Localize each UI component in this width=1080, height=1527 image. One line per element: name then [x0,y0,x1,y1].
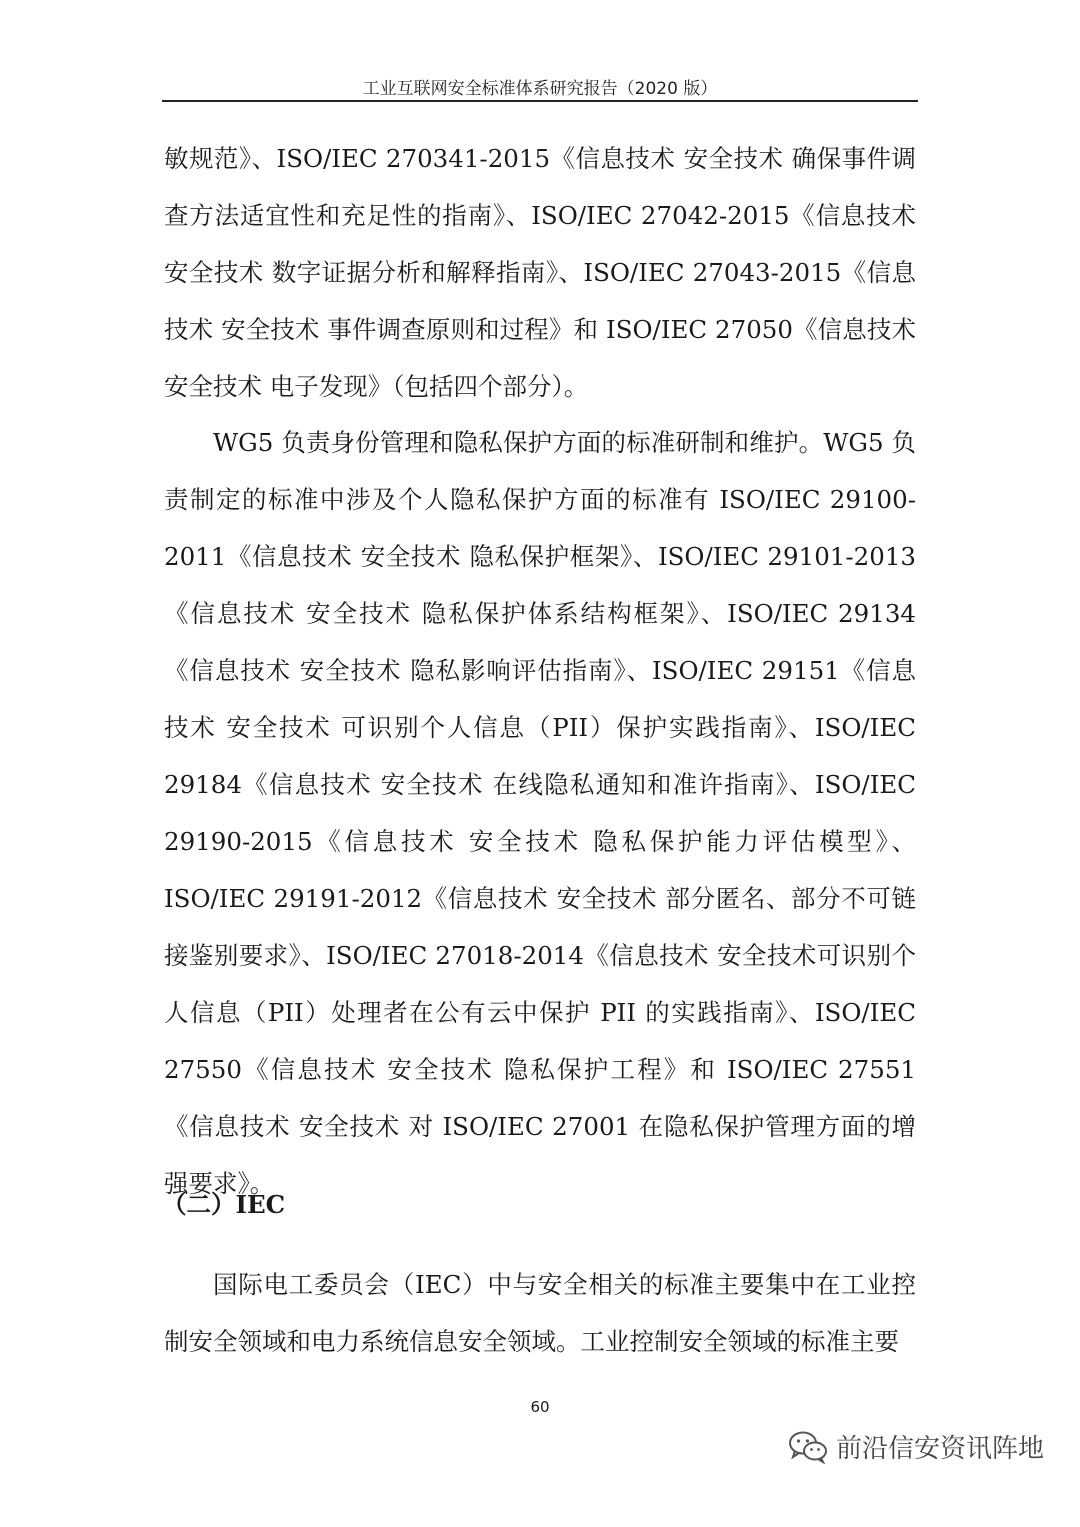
section-heading: （二）IEC [162,1190,286,1219]
watermark-text: 前沿信安资讯阵地 [835,1434,1044,1464]
running-header: 工业互联网安全标准体系研究报告（2020 版） [362,79,718,99]
paragraph-2: WG5 负责身份管理和隐私保护方面的标准研制和维护。WG5 负责制定的标准中涉及个人隐私保护方面的标准有 ISO/IEC 29100-2011《信息技术 安全技术 隐私保护框架》、ISO/IEC 29101-2013《信息技术 安全技术 隐私保护体系结构框架》、ISO/IEC 29134《信息技术 安全技术 隐私影响评估指南》、ISO/IEC 29151《信息技术 安全技术 可识别个人信息（PII）保护实践指南》、ISO/IEC 29184《信息技术 安全技术 在线隐私通知和准许指南》、ISO/IEC 29190-2015《信息技术 安全技术 隐私保护能力评估模型》、ISO/IEC 29191-2012《信息技术 安全技术 部分匿名、部分不可链接鉴别要求》、ISO/IEC 27018-2014《信息技术 安全技术可识别个人信息（PII）处理者在公有云中保护 PII 的实践指南》、ISO/IEC 27550《信息技术 安全技术 隐私保护工程》和 ISO/IEC 27551《信息技术 安全技术 对 ISO/IEC 27001 在隐私保护管理方面的增强要求》。 [164,428,916,1198]
header-divider [162,100,918,102]
page-number: 60 [530,1398,550,1416]
wechat-icon [788,1430,828,1464]
paragraph-3: 国际电工委员会（IEC）中与安全相关的标准主要集中在工业控制安全领域和电力系统信息安全领域。工业控制安全领域的标准主要 [164,1270,916,1356]
watermark [788,1428,1044,1465]
paragraph-1: 敏规范》、ISO/IEC 270341-2015《信息技术 安全技术 确保事件调查方法适宜性和充足性的指南》、ISO/IEC 27042-2015《信息技术 安全技术 数字证据分析和解释指南》、ISO/IEC 27043-2015《信息技术 安全技术 事件调查原则和过程》和 ISO/IEC 27050《信息技术 安全技术 电子发现》（包括四个部分）。 [164,144,916,401]
